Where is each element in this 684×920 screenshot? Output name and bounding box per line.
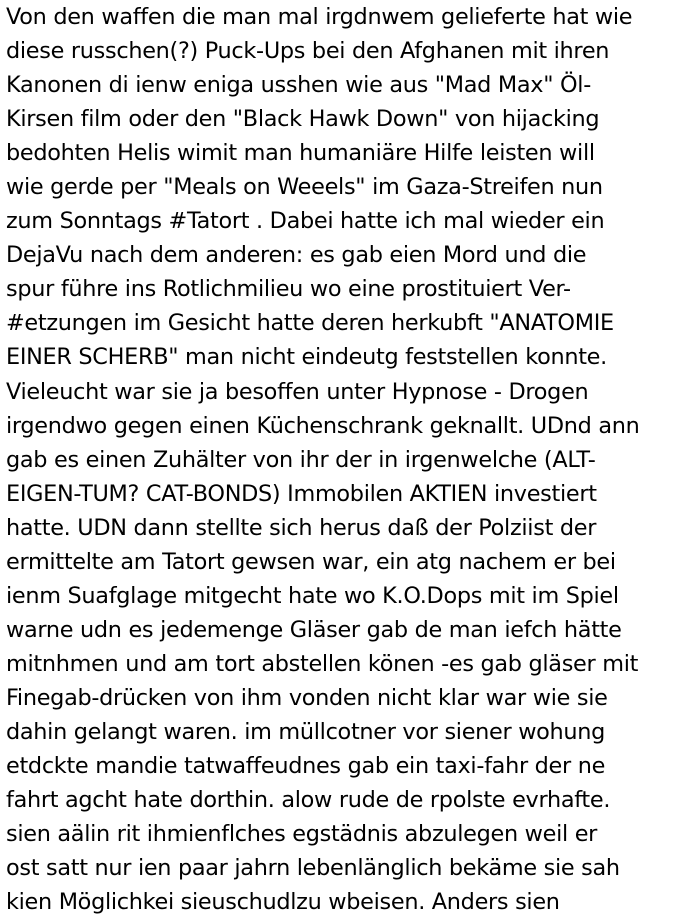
text-line: ienm Suafglage mitgecht hate wo K.O.Dops mit im Spiel (6, 582, 619, 609)
text-line: Kanonen di ienw eniga usshen wie aus "Mad Max" Öl- (6, 72, 591, 99)
text-line: hatte. UDN dann stellte sich herus daß der Polziist der (6, 514, 597, 541)
text-line: diese russchen(?) Puck-Ups bei den Afghanen mit ihren (6, 38, 610, 65)
text-line: spur führe ins Rotlichmilieu wo eine prostituiert Ver- (6, 276, 571, 303)
text-line: Von den waffen die man mal irgdnwem gelieferte hat wie (6, 4, 633, 30)
text-line: Finegab-drücken von ihm vonden nicht klar war wie sie (6, 684, 608, 711)
text-line: gab es einen Zuhälter von ihr der in irgenwelche (ALT- (6, 446, 596, 473)
text-line: bedohten Helis wimit man humaniäre Hilfe leisten will (6, 140, 595, 167)
text-line: fahrt agcht hate dorthin. alow rude de rpolste evrhafte. (6, 787, 611, 814)
text-line: irgendwo gegen einen Küchenschrank geknallt. UDnd ann (6, 412, 640, 439)
text-line: Kirsen film oder den "Black Hawk Down" von hijacking (6, 106, 600, 133)
text-line: EIGEN-TUM? CAT-BONDS) Immobilen AKTIEN investiert (6, 480, 597, 507)
text-line: DejaVu nach dem anderen: es gab eien Mord und die (6, 242, 587, 269)
text-line: sien aälin rit ihmienflches egstädnis abzulegen weil er (6, 821, 598, 848)
text-line: Vieleucht war sie ja besoffen unter Hypnose - Drogen (6, 378, 589, 405)
text-line: EINER SCHERB" man nicht eindeutg feststellen konnte. (6, 344, 607, 371)
text-line: warne udn es jedemenge Gläser gab de man iefch hätte (6, 616, 622, 643)
text-line: wie gerde per "Meals on Weeels" im Gaza-Streifen nun (6, 174, 603, 201)
text-line: etdckte mandie tatwaffeudnes gab ein taxi-fahr der ne (6, 753, 606, 780)
text-line: ost satt nur ien paar jahrn lebenlänglich bekäme sie sah (6, 855, 620, 882)
text-line: #etzungen im Gesicht hatte deren herkubft "ANATOMIE (6, 310, 614, 337)
text-line: ermittelte am Tatort gewsen war, ein atg nachem er bei (6, 548, 616, 575)
text-line: zum Sonntags #Tatort . Dabei hatte ich mal wieder ein (6, 208, 605, 235)
text-line: mitnhmen und am tort abstellen könen -es gab gläser mit (6, 650, 639, 677)
document-body (6, 0, 682, 919)
text-line: dahin gelangt waren. im müllcotner vor siener wohung (6, 718, 606, 745)
text-line: kien Möglichkei sieuschudlzu wbeisen. Anders sien (6, 889, 560, 916)
